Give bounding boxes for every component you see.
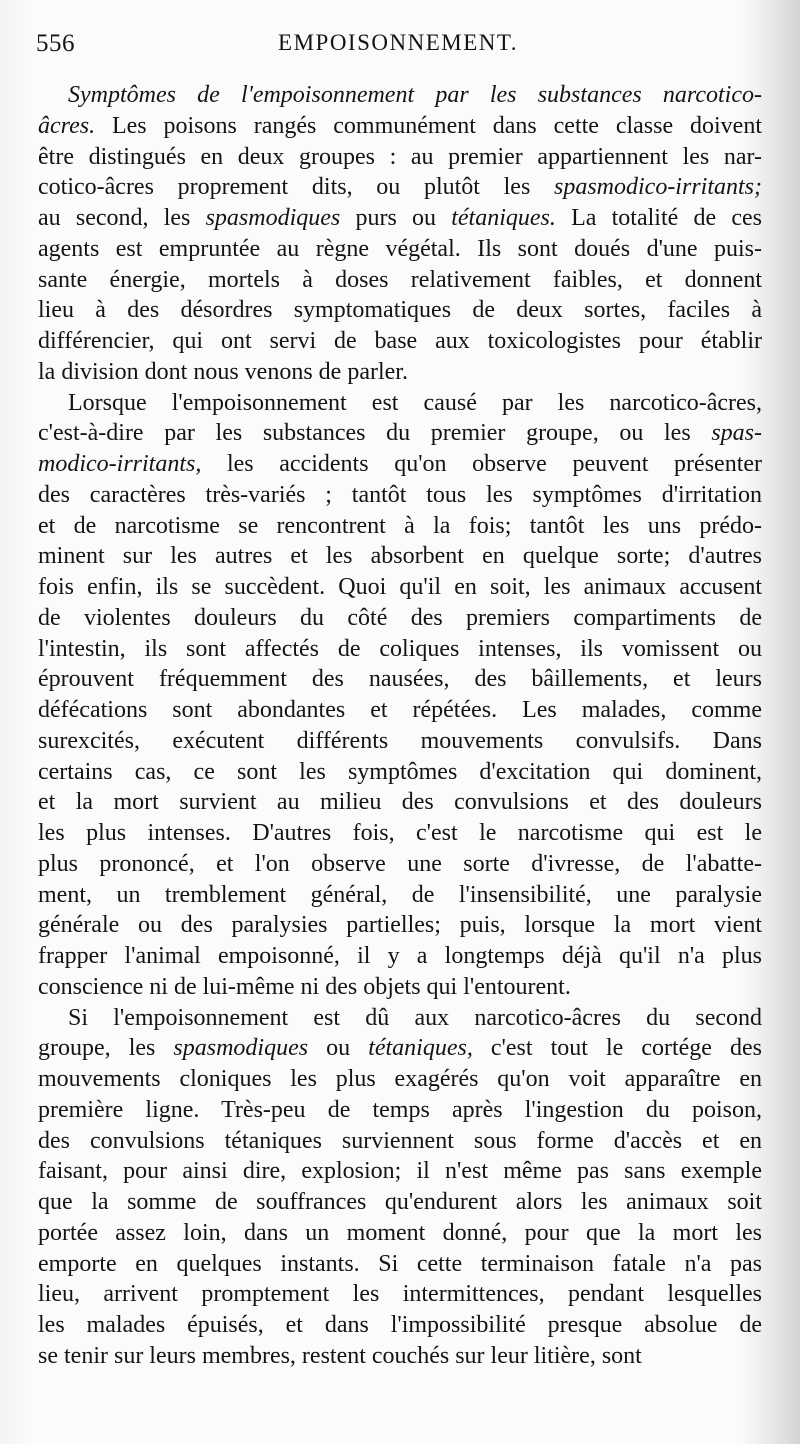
text-line: [38, 1095, 762, 1126]
text-line: [38, 695, 762, 726]
text-line: [38, 295, 762, 326]
text-segment: surexcités, exécutent différents mouvements convulsifs. Dans: [38, 727, 762, 754]
text-segment: portée assez loin, dans un moment donné, pour que la mort les: [38, 1219, 762, 1246]
text-segment: minent sur les autres et les absorbent en quelque sorte; d'autres: [38, 543, 762, 570]
text-line: [38, 1341, 762, 1372]
text-line: [38, 1218, 762, 1249]
paragraph: [38, 388, 762, 1003]
text-segment: plus prononcé, et l'on observe une sorte d'ivresse, de l'abatte-: [38, 850, 762, 877]
text-line: [38, 142, 762, 173]
italic-text: tétaniques.: [451, 205, 556, 231]
body-text: [38, 80, 762, 1372]
italic-text: tétaniques,: [368, 1035, 473, 1062]
text-line: [38, 480, 762, 511]
italic-text: spasmodiques: [173, 1035, 309, 1062]
text-segment: se tenir sur leurs membres, restent couchés sur leur litière, sont: [38, 1342, 642, 1369]
text-line: [38, 1187, 762, 1218]
text-line: [38, 1310, 762, 1341]
text-segment: Si l'empoisonnement est dû aux narcotico-âcres du second: [68, 1004, 762, 1031]
text-segment: agents est empruntée au règne végétal. Ils sont doués d'une puis-: [38, 235, 762, 262]
text-line: [38, 1279, 762, 1310]
text-line: [38, 357, 762, 388]
text-line: [38, 172, 762, 203]
text-line: [38, 1249, 762, 1280]
text-line: [38, 910, 762, 941]
italic-text: Symptômes de l'empoisonnement par les substances narcotico-: [68, 82, 762, 108]
text-segment: des convulsions tétaniques surviennent sous forme d'accès et en: [38, 1127, 762, 1154]
text-segment: emporte en quelques instants. Si cette terminaison fatale n'a pas: [38, 1250, 762, 1277]
text-line: [38, 787, 762, 818]
paragraph: [38, 1003, 762, 1372]
text-line: [38, 634, 762, 665]
italic-text: modico-irritants,: [38, 451, 202, 477]
text-line: [38, 880, 762, 911]
text-segment: et de narcotisme se rencontrent à la fois; tantôt les uns prédo-: [38, 512, 762, 539]
text-line: [38, 941, 762, 972]
text-line: [38, 1126, 762, 1157]
text-segment: que la somme de souffrances qu'endurent alors les animaux soit: [38, 1189, 762, 1215]
text-segment: et la mort survient au milieu des convulsions et des douleurs: [38, 789, 762, 816]
text-line: [38, 511, 762, 542]
running-head: EMPOISONNEMENT.: [278, 30, 518, 55]
text-segment: générale ou des paralysies partielles; puis, lorsque la mort vient: [38, 912, 762, 939]
text-line: [38, 326, 762, 357]
text-line: [38, 1003, 762, 1034]
text-line: [38, 1156, 762, 1187]
text-segment: Lorsque l'empoisonnement est causé par les narcotico-âcres,: [68, 389, 762, 416]
text-line: [38, 1033, 762, 1064]
text-line: [38, 664, 762, 695]
italic-text: spasmodiques: [205, 205, 341, 231]
text-line: [38, 541, 762, 572]
text-segment: purs ou: [340, 205, 452, 231]
text-segment: ou: [308, 1035, 369, 1062]
text-segment: défécations sont abondantes et répétées. Les malades, comme: [38, 697, 762, 723]
italic-text: spasmodico-irritants;: [553, 174, 762, 201]
page-header: [36, 30, 760, 62]
text-segment: lieu, arrivent promptement les intermittences, pendant lesquelles: [38, 1281, 762, 1308]
text-segment: l'intestin, ils sont affectés de coliques intenses, ils vomissent ou: [38, 635, 762, 662]
text-line: [38, 388, 762, 419]
text-segment: les accidents qu'on observe peuvent présenter: [201, 451, 762, 477]
text-segment: c'est-à-dire par les substances du premier groupe, ou les: [38, 420, 712, 447]
text-segment: éprouvent fréquemment des nausées, des bâillements, et leurs: [38, 666, 762, 693]
text-segment: frapper l'animal empoisonné, il y a longtemps déjà qu'il n'a plus: [38, 943, 762, 969]
italic-text: âcres.: [38, 112, 96, 139]
text-segment: de violentes douleurs du côté des premiers compartiments de: [38, 604, 762, 631]
text-segment: première ligne. Très-peu de temps après l'ingestion du poison,: [38, 1096, 762, 1123]
text-segment: lieu à des désordres symptomatiques de deux sortes, faciles à: [38, 297, 762, 324]
text-segment: fois enfin, ils se succèdent. Quoi qu'il en soit, les animaux accusent: [38, 574, 762, 600]
text-segment: certains cas, ce sont les symptômes d'excitation qui dominent,: [38, 758, 762, 785]
italic-text: spas-: [711, 420, 762, 447]
text-line: [38, 849, 762, 880]
text-line: [38, 757, 762, 788]
text-segment: les malades épuisés, et dans l'impossibilité presque absolue de: [38, 1312, 762, 1338]
text-line: [38, 80, 762, 111]
text-segment: ment, un tremblement général, de l'insensibilité, une paralysie: [38, 881, 762, 908]
text-line: [38, 972, 762, 1003]
text-segment: c'est tout le cortége des: [472, 1035, 762, 1062]
text-segment: mouvements cloniques les plus exagérés qu'on voit apparaître en: [38, 1066, 762, 1092]
text-line: [38, 234, 762, 265]
text-segment: conscience ni de lui-même ni des objets qui l'entourent.: [38, 973, 571, 1000]
text-line: [38, 265, 762, 296]
text-line: [38, 418, 762, 449]
text-line: [38, 1064, 762, 1095]
text-segment: groupe, les: [38, 1035, 174, 1062]
text-segment: les plus intenses. D'autres fois, c'est le narcotisme qui est le: [38, 820, 762, 846]
text-segment: La totalité de ces: [555, 205, 762, 231]
page-number: 556: [36, 30, 75, 57]
text-line: [38, 726, 762, 757]
text-segment: faisant, pour ainsi dire, explosion; il n'est même pas sans exemple: [38, 1158, 762, 1185]
text-line: [38, 603, 762, 634]
text-line: [38, 111, 762, 142]
text-segment: être distingués en deux groupes : au premier appartiennent les nar-: [38, 143, 762, 170]
text-segment: sante énergie, mortels à doses relativement faibles, et donnent: [38, 266, 762, 293]
text-segment: Les poisons rangés communément dans cette classe doivent: [95, 112, 762, 139]
text-line: [38, 449, 762, 480]
text-segment: des caractères très-variés ; tantôt tous les symptômes d'irritation: [38, 481, 762, 508]
text-segment: différencier, qui ont servi de base aux toxicologistes pour établir: [38, 328, 762, 354]
paragraph: [38, 80, 762, 388]
text-segment: au second, les: [38, 205, 206, 231]
text-segment: la division dont nous venons de parler.: [38, 358, 408, 385]
text-line: [38, 818, 762, 849]
text-segment: cotico-âcres proprement dits, ou plutôt les: [38, 174, 554, 201]
text-line: [38, 203, 762, 234]
text-line: [38, 572, 762, 603]
